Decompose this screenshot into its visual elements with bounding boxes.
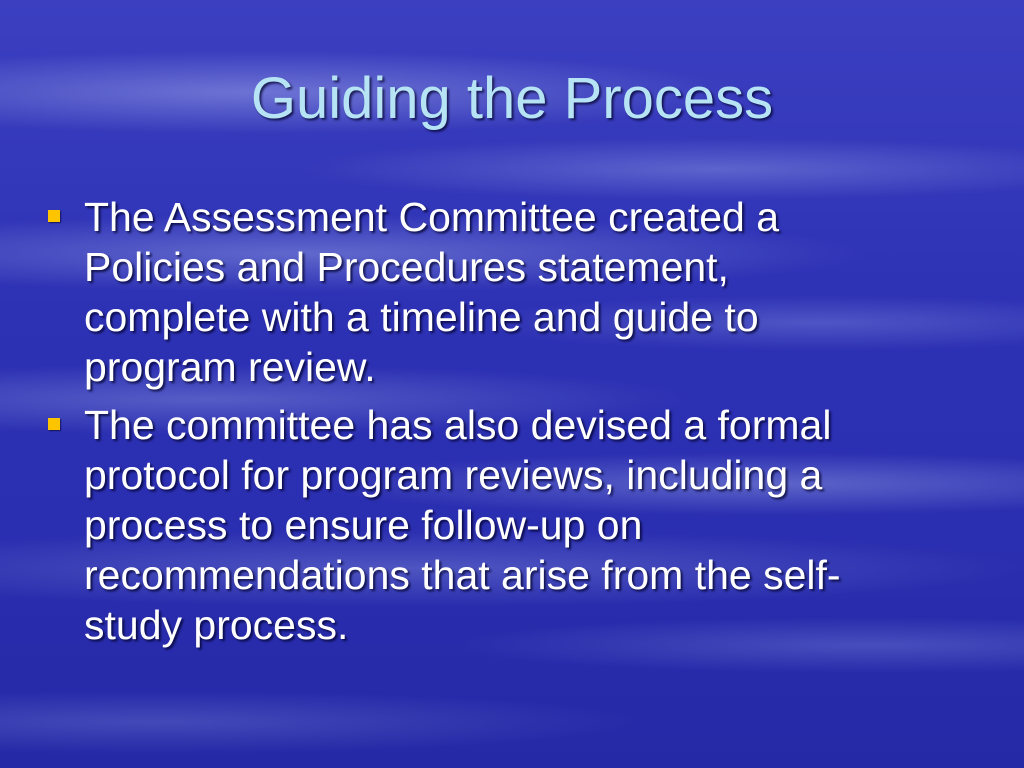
square-bullet-icon <box>48 418 60 430</box>
bullet-text <box>84 400 944 650</box>
bullet-line: program review. <box>84 344 376 390</box>
bullet-line: study process. <box>84 602 349 648</box>
bullet-line: Policies and Procedures statement, <box>84 244 729 290</box>
square-bullet-icon <box>48 210 60 222</box>
bullet-text <box>84 192 944 392</box>
bullet-line: complete with a timeline and guide to <box>84 294 759 340</box>
bullet-line: The committee has also devised a formal <box>84 402 832 448</box>
bullet-list <box>44 192 944 658</box>
bullet-item <box>44 192 944 392</box>
bullet-line: The Assessment Committee created a <box>84 194 780 240</box>
slide-title: Guiding the Process <box>250 66 774 131</box>
bullet-item <box>44 400 944 650</box>
bullet-line: recommendations that arise from the self- <box>84 552 841 598</box>
bullet-line: process to ensure follow-up on <box>84 502 643 548</box>
bullet-line: protocol for program reviews, including a <box>84 452 823 498</box>
